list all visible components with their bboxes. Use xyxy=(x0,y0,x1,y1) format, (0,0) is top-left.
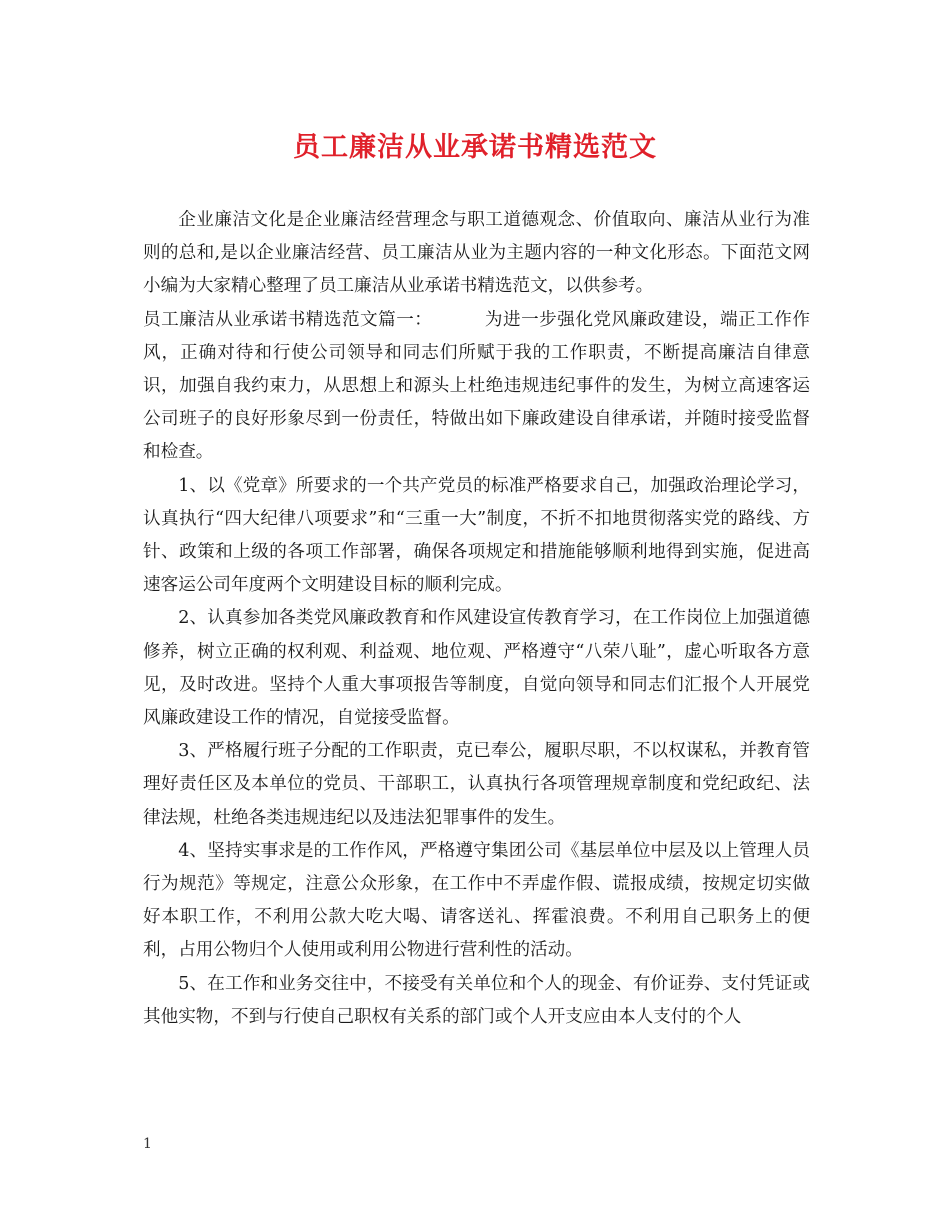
section-paragraph xyxy=(143,304,810,470)
page-number: 1 xyxy=(143,1136,152,1152)
list-item: 4、坚持实事求是的工作作风，严格遵守集团公司《基层单位中层及以上管理人员行为规范》等规定，注意公众形象，在工作中不弄虚作假、谎报成绩，按规定切实做好本职工作，不利用公款大吃大喝、请客送礼、挥霍浪费。不利用自己职务上的便利，占用公物归个人使用或利用公物进行营利性的活动。 xyxy=(143,840,810,961)
document-title: 员工廉洁从业承诺书精选范文 xyxy=(293,132,657,163)
section-lead: 为进一步强化党风廉政建设，端正工作作风，正确对待和行使公司领导和同志们所赋于我的工作职责，不断提高廉洁自律意识，加强自我约束力，从思想上和源头上杜绝违规违纪事件的发生，为树立高速客运公司班子的良好形象尽到一份责任，特做出如下廉政建设自律承诺，并随时接受监督和检查。 xyxy=(143,309,810,463)
list-item: 2、认真参加各类党风廉政教育和作风建设宣传教育学习，在工作岗位上加强道德修养，树立正确的权利观、利益观、地位观、严格遵守“八荣八耻”，虚心听取各方意见，及时改进。坚持个人重大事项报告等制度，自觉向领导和同志们汇报个人开展党风廉政建设工作的情况，自觉接受监督。 xyxy=(143,608,810,729)
list-item: 5、在工作和业务交往中，不接受有关单位和个人的现金、有价证券、支付凭证或其他实物，不到与行使自己职权有关系的部门或个人开支应由本人支付的个人 xyxy=(143,973,810,1027)
document-body xyxy=(143,204,810,1034)
list-item: 3、严格履行班子分配的工作职责，克已奉公，履职尽职，不以权谋私，并教育管理好责任区及本单位的党员、干部职工，认真执行各项管理规章制度和党纪政纪、法律法规，杜绝各类违规违纪以及违法犯罪事件的发生。 xyxy=(143,741,810,828)
intro-paragraph: 企业廉洁文化是企业廉洁经营理念与职工道德观念、价值取向、廉洁从业行为准则的总和,是以企业廉洁经营、员工廉洁从业为主题内容的一种文化形态。下面范文网小编为大家精心整理了员工廉洁从业承诺书精选范文，以供参考。 xyxy=(143,210,810,297)
list-item: 1、以《党章》所要求的一个共产党员的标准严格要求自己，加强政治理论学习，认真执行“四大纪律八项要求”和“三重一大”制度，不折不扣地贯彻落实党的路线、方针、政策和上级的各项工作部署，确保各项规定和措施能够顺利地得到实施，促进高速客运公司年度两个文明建设目标的顺利完成。 xyxy=(143,475,810,596)
section-heading: 员工廉洁从业承诺书精选范文篇一： xyxy=(143,309,433,330)
